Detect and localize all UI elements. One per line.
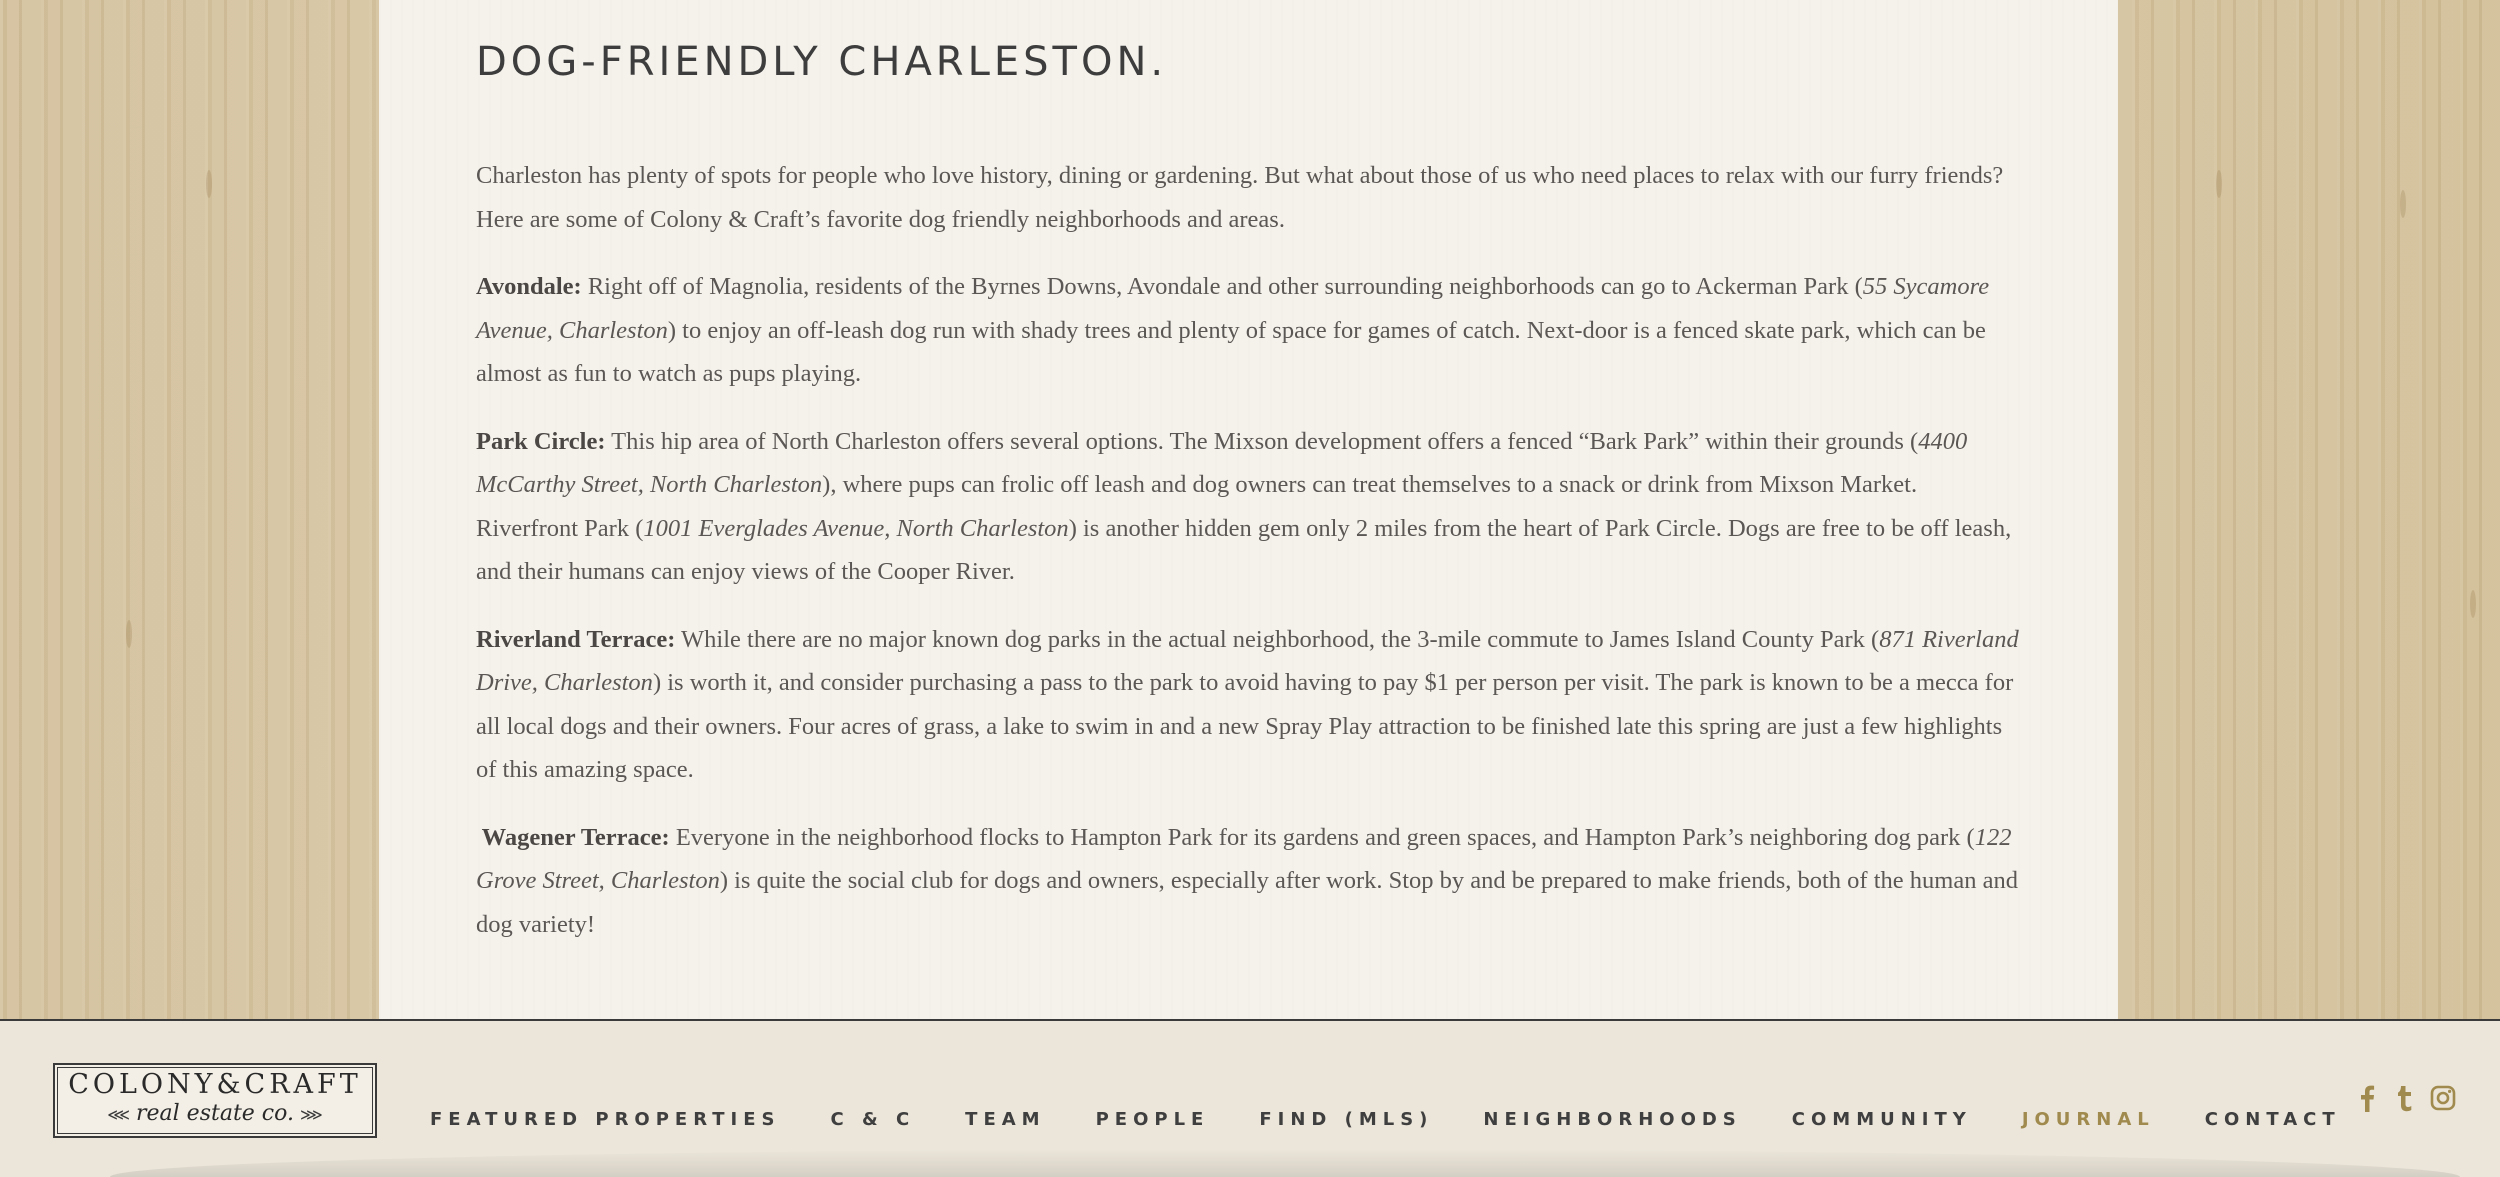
section-address: 55 Sycamore Avenue, Charleston (476, 273, 1990, 344)
section-text: This hip area of North Charleston offers several options. The Mixson development offers a fenced “Bark Park” within their grounds ( (605, 427, 1919, 455)
section-text: ) to enjoy an off-leash dog run with shady trees and plenty of space for games of catch. Next-door is a fenced skate park, which can be almost as fun to watch as pups playing. (476, 316, 1986, 387)
tumblr-icon[interactable] (2391, 1084, 2419, 1112)
section-text: ), where pups can frolic off leash and dog owners can treat themselves to a snack or drink from Mixson Market. Riverfront Park ( (476, 471, 1918, 542)
section-heading: Wagener Terrace: (476, 823, 670, 851)
section-address: 4400 McCarthy Street, North Charleston (476, 427, 1968, 498)
section-address: 871 Riverland Drive, Charleston (476, 625, 2019, 696)
sprig-icon: ⋙ (299, 1105, 323, 1124)
nav-item-find-mls[interactable]: FIND (MLS) (1259, 1109, 1434, 1130)
logo[interactable] (53, 1063, 377, 1138)
footer-shadow (110, 1149, 2460, 1177)
logo-tagline-row (55, 1101, 375, 1128)
wood-knot (2470, 590, 2476, 618)
section-text: Right off of Magnolia, residents of the Byrnes Downs, Avondale and other surrounding neighborhoods can go to Ackerman Park ( (581, 273, 1863, 300)
section-wagener-terrace (476, 816, 2022, 947)
section-text: While there are no major known dog parks in the actual neighborhood, the 3-mile commute to James Island County Park ( (675, 625, 1880, 653)
section-heading: Riverland Terrace: (476, 625, 676, 653)
instagram-icon[interactable] (2429, 1084, 2457, 1112)
page-title: DOG-FRIENDLY CHARLESTON. (476, 39, 1168, 85)
nav-item-neighborhoods[interactable]: NEIGHBORHOODS (1483, 1109, 1742, 1130)
section-riverland-terrace (476, 618, 2022, 792)
wood-knot (206, 170, 212, 198)
footer-nav (430, 1089, 2391, 1151)
section-text: ) is worth it, and consider purchasing a pass to the park to avoid having to pay $1 per person per visit. The park is known to be a mecca for all local dogs and their owners. Four acres of grass, a lake to swim in and a new Spray Play attraction to be finished late this spring are just a few highlights of this amazing space. (476, 669, 2014, 783)
logo-wordmark: COLONY&CRAFT (68, 1069, 362, 1100)
wood-knot (2400, 190, 2406, 218)
nav-item-c-and-c[interactable]: C & C (830, 1109, 916, 1130)
wood-knot (126, 620, 132, 648)
nav-item-contact[interactable]: CONTACT (2204, 1109, 2341, 1130)
wood-knot (2216, 170, 2222, 198)
content-panel (379, 0, 2118, 1019)
article-body (476, 154, 2022, 946)
section-avondale (476, 265, 2022, 396)
nav-item-people[interactable]: PEOPLE (1095, 1109, 1210, 1130)
social-links (2353, 1084, 2467, 1112)
sprig-icon: ⋘ (107, 1105, 130, 1124)
section-heading: Park Circle: (476, 427, 606, 455)
section-text: ) is quite the social club for dogs and owners, especially after work. Stop by and be prepared to make friends, both of the human and dog variety! (476, 867, 2018, 938)
section-address: 1001 Everglades Avenue, North Charleston (643, 514, 1069, 542)
nav-item-community[interactable]: COMMUNITY (1791, 1109, 1972, 1130)
section-text: Everyone in the neighborhood flocks to Hampton Park for its gardens and green spaces, and Hampton Park’s neighboring dog park ( (669, 823, 1975, 851)
nav-item-team[interactable]: TEAM (965, 1109, 1046, 1130)
section-text: ) is another hidden gem only 2 miles from the heart of Park Circle. Dogs are free to be off leash, and their humans can enjoy views of the Cooper River. (476, 514, 2012, 585)
article-intro: Charleston has plenty of spots for people who love history, dining or gardening. But what about those of us who need places to relax with our furry friends? Here are some of Colony & Craft’s favorite dog friendly neighborhoods and areas. (476, 162, 2004, 233)
site-footer (0, 1019, 2500, 1177)
logo-tagline: real estate co. (136, 1101, 294, 1126)
section-address: 122 Grove Street, Charleston (476, 823, 2012, 894)
section-park-circle (476, 420, 2022, 594)
nav-item-journal[interactable]: JOURNAL (2021, 1109, 2155, 1130)
facebook-icon[interactable] (2353, 1084, 2381, 1112)
nav-item-featured-properties[interactable]: FEATURED PROPERTIES (430, 1109, 781, 1130)
section-heading: Avondale: (476, 273, 582, 300)
